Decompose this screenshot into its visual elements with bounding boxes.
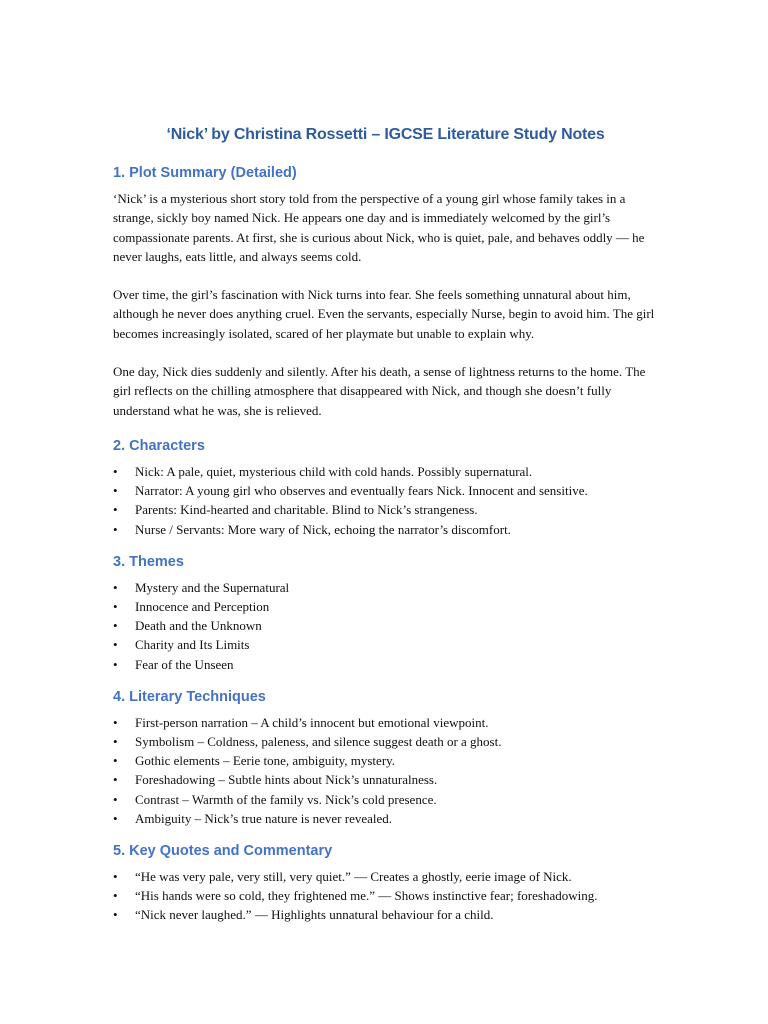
list-item xyxy=(113,500,658,519)
bullet-icon: • xyxy=(113,521,118,537)
list-item-text: First-person narration – A child’s innocent but emotional viewpoint. xyxy=(135,714,489,730)
section-heading-themes: 3. Themes xyxy=(113,553,184,570)
list-item xyxy=(113,790,658,809)
list-item-text: “His hands were so cold, they frightened me.” — Shows instinctive fear; foreshadowing. xyxy=(135,888,598,904)
list-item-text: Nick: A pale, quiet, mysterious child with cold hands. Possibly supernatural. xyxy=(135,463,533,479)
techniques-section xyxy=(113,685,658,828)
list-item xyxy=(113,635,658,654)
bullet-icon: • xyxy=(113,734,118,749)
bullet-icon: • xyxy=(113,753,118,769)
list-item-text: Innocence and Perception xyxy=(135,598,270,614)
list-item xyxy=(113,481,658,500)
themes-list xyxy=(113,578,658,674)
document-title: ‘Nick’ by Christina Rossetti – IGCSE Literature Study Notes xyxy=(166,126,605,143)
quotes-list xyxy=(113,867,658,925)
bullet-icon: • xyxy=(113,656,118,672)
bullet-icon: • xyxy=(113,618,118,634)
list-item-text: Charity and Its Limits xyxy=(135,637,250,653)
techniques-list xyxy=(113,713,658,828)
bullet-icon: • xyxy=(113,598,118,614)
document-page xyxy=(113,123,658,936)
plot-paragraph: Over time, the girl’s fascination with Nick turns into fear. She feels something unnatural about him, although he never does anything cruel. Even the servants, especially Nurse, begin to avoid him. The girl becomes increasingly isolated, scared of her playmate but unable to explain why. xyxy=(113,287,655,341)
list-item xyxy=(113,867,658,886)
bullet-icon: • xyxy=(113,483,118,499)
bullet-icon: • xyxy=(113,772,118,788)
list-item xyxy=(113,713,658,732)
list-item xyxy=(113,520,658,539)
list-item xyxy=(113,597,658,616)
bullet-icon: • xyxy=(113,869,118,885)
characters-list xyxy=(113,462,658,539)
section-heading-quotes: 5. Key Quotes and Commentary xyxy=(113,843,333,860)
list-item xyxy=(113,732,658,751)
section-heading-techniques: 4. Literary Techniques xyxy=(113,688,266,705)
section-heading-characters: 2. Characters xyxy=(113,437,205,454)
plot-summary-section xyxy=(113,161,658,420)
list-item-text: Ambiguity – Nick’s true nature is never revealed. xyxy=(135,810,393,826)
list-item-text: Gothic elements – Eerie tone, ambiguity, mystery. xyxy=(135,753,396,769)
list-item-text: Death and the Unknown xyxy=(135,618,262,634)
list-item xyxy=(113,578,658,597)
list-item-text: Contrast – Warmth of the family vs. Nick’s cold presence. xyxy=(135,791,437,807)
list-item xyxy=(113,770,658,789)
plot-paragraph: One day, Nick dies suddenly and silently. After his death, a sense of lightness returns to the home. The girl reflects on the chilling atmosphere that disappeared with Nick, and though she doesn’t fully understand what he was, she is relieved. xyxy=(113,364,646,418)
list-item xyxy=(113,462,658,481)
list-item xyxy=(113,809,658,828)
characters-section xyxy=(113,434,658,539)
list-item xyxy=(113,751,658,770)
list-item-text: Parents: Kind-hearted and charitable. Blind to Nick’s strangeness. xyxy=(135,502,478,518)
bullet-icon: • xyxy=(113,810,118,826)
list-item-text: “Nick never laughed.” — Highlights unnatural behaviour for a child. xyxy=(135,907,494,923)
plot-paragraphs xyxy=(113,189,658,420)
list-item-text: “He was very pale, very still, very quiet.” — Creates a ghostly, eerie image of Nick. xyxy=(135,869,572,885)
bullet-icon: • xyxy=(113,579,118,595)
list-item-text: Foreshadowing – Subtle hints about Nick’s unnaturalness. xyxy=(135,772,438,788)
bullet-icon: • xyxy=(113,907,118,923)
list-item-text: Fear of the Unseen xyxy=(135,656,234,672)
plot-paragraph: ‘Nick’ is a mysterious short story told from the perspective of a young girl whose family takes in a strange, sickly boy named Nick. He appears one day and is immediately welcomed by the girl’s compassionate parents. At first, she is curious about Nick, who is quiet, pale, and behaves oddly — he never laughs, eats little, and always seems cold. xyxy=(113,191,645,264)
bullet-icon: • xyxy=(113,888,118,904)
bullet-icon: • xyxy=(113,637,118,653)
bullet-icon: • xyxy=(113,791,118,807)
list-item xyxy=(113,886,658,905)
list-item-text: Nurse / Servants: More wary of Nick, echoing the narrator’s discomfort. xyxy=(135,521,511,537)
list-item xyxy=(113,655,658,674)
bullet-icon: • xyxy=(113,714,118,730)
list-item-text: Mystery and the Supernatural xyxy=(135,579,290,595)
bullet-icon: • xyxy=(113,502,118,518)
list-item xyxy=(113,905,658,924)
bullet-icon: • xyxy=(113,463,118,479)
themes-section xyxy=(113,550,658,674)
list-item-text: Narrator: A young girl who observes and eventually fears Nick. Innocent and sensitive. xyxy=(135,483,588,499)
quotes-section xyxy=(113,839,658,925)
list-item-text: Symbolism – Coldness, paleness, and silence suggest death or a ghost. xyxy=(135,734,502,749)
section-heading-plot: 1. Plot Summary (Detailed) xyxy=(113,165,297,181)
list-item xyxy=(113,616,658,635)
